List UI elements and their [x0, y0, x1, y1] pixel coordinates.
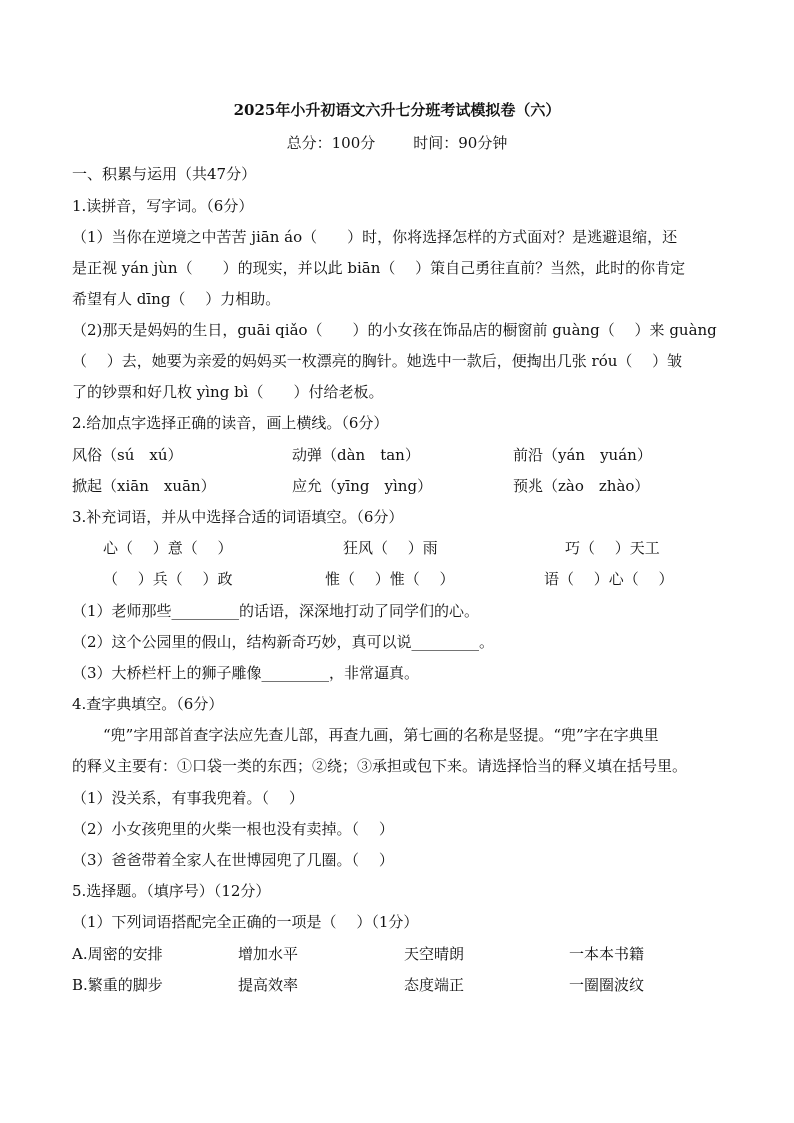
question-1-heading: 1.读拼音，写字词。（6分） [72, 197, 254, 215]
q4-sentence: （2）小女孩兜里的火柴一根也没有卖掉。（ ） [72, 820, 394, 838]
q3-item: 惟（ ）惟（ ） [325, 570, 455, 588]
question-5-heading: 5.选择题。（填序号）（12分） [72, 882, 271, 900]
q4-paragraph: 的释义主要有：①口袋一类的东西；②绕；③承担或包下来。请选择恰当的释义填在括号里。 [72, 757, 688, 775]
q1-line: 希望有人 dīng（ ）力相助。 [72, 290, 281, 308]
total-score: 总分：100分 [286, 134, 376, 152]
q5-option-b [72, 971, 722, 999]
section-heading: 一、积累与运用（共47分） [72, 165, 257, 183]
question-4-heading: 4.查字典填空。（6分） [72, 695, 224, 713]
option-item: 一本本书籍 [569, 945, 645, 963]
q2-row [72, 441, 772, 469]
q2-row [72, 472, 772, 500]
q3-sentence: （2）这个公园里的假山，结构新奇巧妙，真可以说_________。 [72, 633, 495, 651]
q1-line: 了的钞票和好几枚 yìng bì（ ）付给老板。 [72, 383, 384, 401]
option-item: B.繁重的脚步 [72, 976, 163, 994]
q3-item: 语（ ）心（ ） [544, 570, 674, 588]
q3-sentence: （1）老师那些_________的话语，深深地打动了同学们的心。 [72, 602, 480, 620]
q4-sentence: （3）爸爸带着全家人在世博园兜了几圈。（ ） [72, 851, 394, 869]
exam-meta [0, 129, 794, 157]
page-title: 2025年小升初语文六升七分班考试模拟卷（六） [233, 101, 561, 119]
q1-line: （ ）去，她要为亲爱的妈妈买一枚漂亮的胸针。她选中一款后，便掏出几张 róu（ ）皱 [72, 352, 683, 370]
q2-item: 风俗（sú xú） [72, 446, 183, 464]
q3-item: 狂风（ ）雨 [343, 539, 438, 557]
option-item: 提高效率 [238, 976, 299, 994]
q1-line: 是正视 yán jùn（ ）的现实，并以此 biān（ ）策自己勇往直前？当然，此时的你肯定 [72, 259, 686, 277]
exam-time: 时间：90分钟 [413, 134, 508, 152]
q4-paragraph: “兜”字用部首查字法应先查儿部，再查九画，第七画的名称是竖提。“兜”字在字典里 [103, 726, 659, 744]
option-item: 态度端正 [404, 976, 465, 994]
option-item: A.周密的安排 [72, 945, 163, 963]
option-item: 一圈圈波纹 [569, 976, 645, 994]
q1-line: （2)那天是妈妈的生日，guāi qiǎo（ ）的小女孩在饰品店的橱窗前 guàng（ ）来 guàng [72, 321, 717, 339]
option-item: 增加水平 [238, 945, 299, 963]
q3-row [103, 534, 703, 562]
q4-sentence: （1）没关系，有事我兜着。（ ） [72, 789, 304, 807]
q2-item: 掀起（xiān xuān） [72, 477, 216, 495]
q1-line: （1）当你在逆境之中苦苦 jiān áo（ ）时，你将选择怎样的方式面对？是逃避退缩，还 [72, 228, 678, 246]
question-2-heading: 2.给加点字选择正确的读音，画上横线。（6分） [72, 414, 389, 432]
q3-item: 心（ ）意（ ） [103, 539, 233, 557]
q3-item: （ ）兵（ ）政 [103, 570, 233, 588]
q2-item: 预兆（zào zhào） [513, 477, 650, 495]
option-item: 天空晴朗 [404, 945, 465, 963]
q5-option-a [72, 940, 722, 968]
question-3-heading: 3.补充词语，并从中选择合适的词语填空。（6分） [72, 508, 404, 526]
q3-sentence: （3）大桥栏杆上的狮子雕像_________，非常逼真。 [72, 664, 420, 682]
q2-item: 前沿（yán yuán） [513, 446, 652, 464]
q2-item: 应允（yīng yìng） [292, 477, 433, 495]
q2-item: 动弹（dàn tan） [292, 446, 420, 464]
q3-item: 巧（ ）天工 [565, 539, 660, 557]
q3-row [103, 565, 703, 593]
q5-subquestion: （1）下列词语搭配完全正确的一项是（ ）（1分） [72, 913, 419, 931]
